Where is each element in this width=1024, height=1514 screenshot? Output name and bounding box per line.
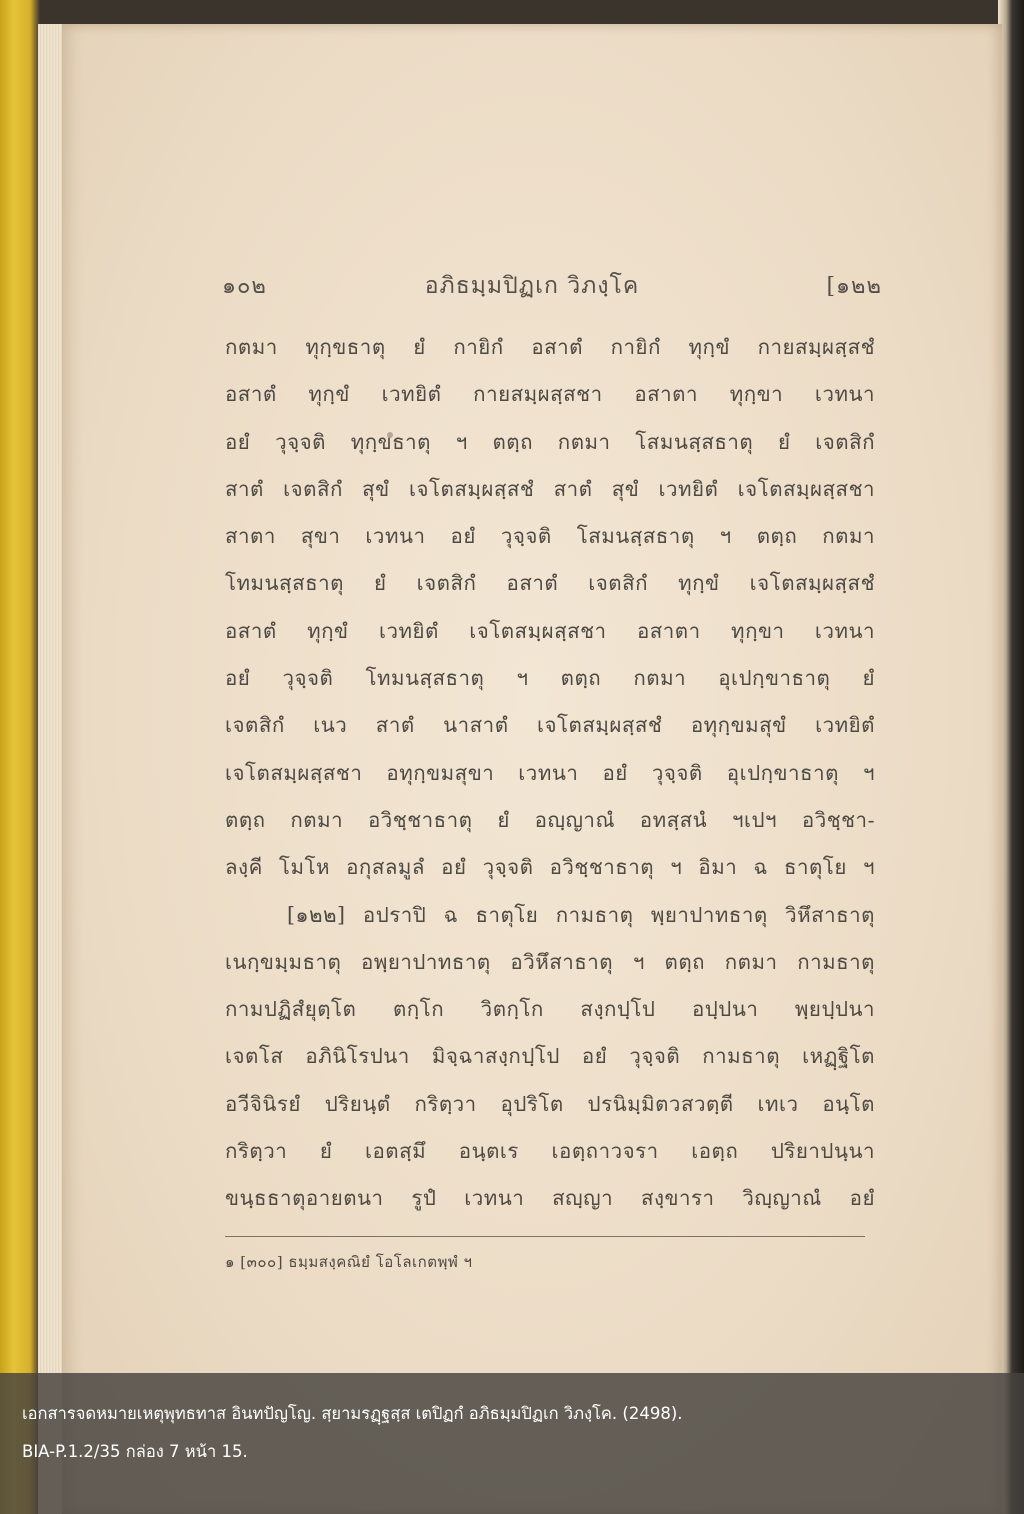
running-title: อภิธมฺมปิฏเก วิภงฺโค	[424, 273, 640, 299]
text-line: กตมา ทุกฺขธาตุ ยํ กายิกํ อสาตํ กายิกํ ทุกฺขํ กายสมฺผสฺสชํ	[225, 335, 875, 359]
text-line: กามปฏิสํยุตฺโต ตกฺโก วิตกฺโก สงฺกปฺโป อปฺปนา พฺยปฺปนา	[225, 997, 875, 1022]
section-marker: [๑๒๒	[826, 274, 882, 299]
text-line: สาตํ เจตสิกํ สุขํ เจโตสมฺผสฺสชํ สาตํ สุขํ เวทยิตํ เจโตสมฺผสฺสชา	[225, 476, 875, 501]
page-header	[62, 268, 1002, 308]
text-line: เจโตสมฺผสฺสชา อทุกฺขมสุขา เวทนา อยํ วุจฺจติ อุเปกฺขาธาตุ ฯ	[225, 760, 875, 785]
text-line: เจตโส อภินิโรปนา มิจฺฉาสงฺกปฺโป อยํ วุจฺจติ กามธาตุ เหฏฺฐิโต	[225, 1044, 875, 1069]
text-line: เนกฺขมฺมธาตุ อพฺยาปาทธาตุ อวิหึสาธาตุ ฯ ตตฺถ กตมา กามธาตุ	[225, 949, 875, 974]
text-line: อวีจินิรยํ ปริยนฺตํ กริตฺวา อุปริโต ปรนิมฺมิตวสวตฺตี เทเว อนฺโต	[225, 1091, 875, 1116]
paragraph-start-line: [๑๒๒] อปราปิ ฉ ธาตุโย กามธาตุ พฺยาปาทธาตุ วิหึสาธาตุ	[287, 902, 875, 927]
text-line: ลงฺคี โมโห อกุสลมูลํ อยํ วุจฺจติ อวิชฺชาธาตุ ฯ อิมา ฉ ธาตุโย ฯ	[225, 855, 875, 880]
footnote-divider	[225, 1236, 865, 1237]
caption-title: เอกสารจดหมายเหตุพุทธทาส อินทปัญโญ. สฺยามรฏฺฐสฺส เตปิฏกํ อภิธมฺมปิฏเก วิภงฺโค. (2498).	[22, 1404, 683, 1423]
text-line: เจตสิกํ เนว สาตํ นาสาตํ เจโตสมฺผสฺสชํ อทุกฺขมสุขํ เวทยิตํ	[225, 713, 875, 738]
archive-caption	[0, 1373, 1024, 1514]
caption-reference: BIA-P.1.2/35 กล่อง 7 หน้า 15.	[22, 1442, 248, 1461]
body-text	[225, 324, 875, 1223]
page-number: ๑๐๒	[222, 274, 267, 299]
text-line: อสาตํ ทุกฺขํ เวทยิตํ เจโตสมฺผสฺสชา อสาตา ทุกฺขา เวทนา	[225, 618, 875, 643]
text-line: สาตา สุขา เวทนา อยํ วุจฺจติ โสมนสฺสธาตุ ฯ ตตฺถ กตมา	[225, 524, 875, 549]
text-line: ตตฺถ กตมา อวิชฺชาธาตุ ยํ อญฺญาณํ อทสฺสนํ ฯเปฯ อวิชฺชา-	[225, 807, 875, 832]
text-line: อยํ วุจฺจติ โทมนสฺสธาตุ ฯ ตตฺถ กตมา อุเปกฺขาธาตุ ยํ	[225, 666, 875, 691]
text-line: อสาตํ ทุกฺขํ เวทยิตํ กายสมฺผสฺสชา อสาตา ทุกฺขา เวทนา	[225, 382, 875, 407]
text-line: โทมนสฺสธาตุ ยํ เจตสิกํ อสาตํ เจตสิกํ ทุกฺขํ เจโตสมฺผสฺสชํ	[225, 571, 875, 596]
text-line: กริตฺวา ยํ เอตสฺมึ อนฺตเร เอตฺถาวจรา เอตฺถ ปริยาปนฺนา	[225, 1139, 875, 1164]
footnote: ๑ [๓๐๐] ธมฺมสงฺคณิยํ โอโลเกตพฺพํ ฯ	[225, 1253, 473, 1271]
book-page	[62, 24, 1002, 1514]
text-line: อยํ วุจฺจติ ทุกฺขธาตุ ฯ ตตฺถ กตมา โสมนสฺสธาตุ ยํ เจตสิกํ	[225, 429, 875, 454]
text-line: ขนฺธธาตุอายตนา รูปํ เวทนา สญฺญา สงฺขารา วิญฺญาณํ อยํ	[225, 1186, 875, 1211]
